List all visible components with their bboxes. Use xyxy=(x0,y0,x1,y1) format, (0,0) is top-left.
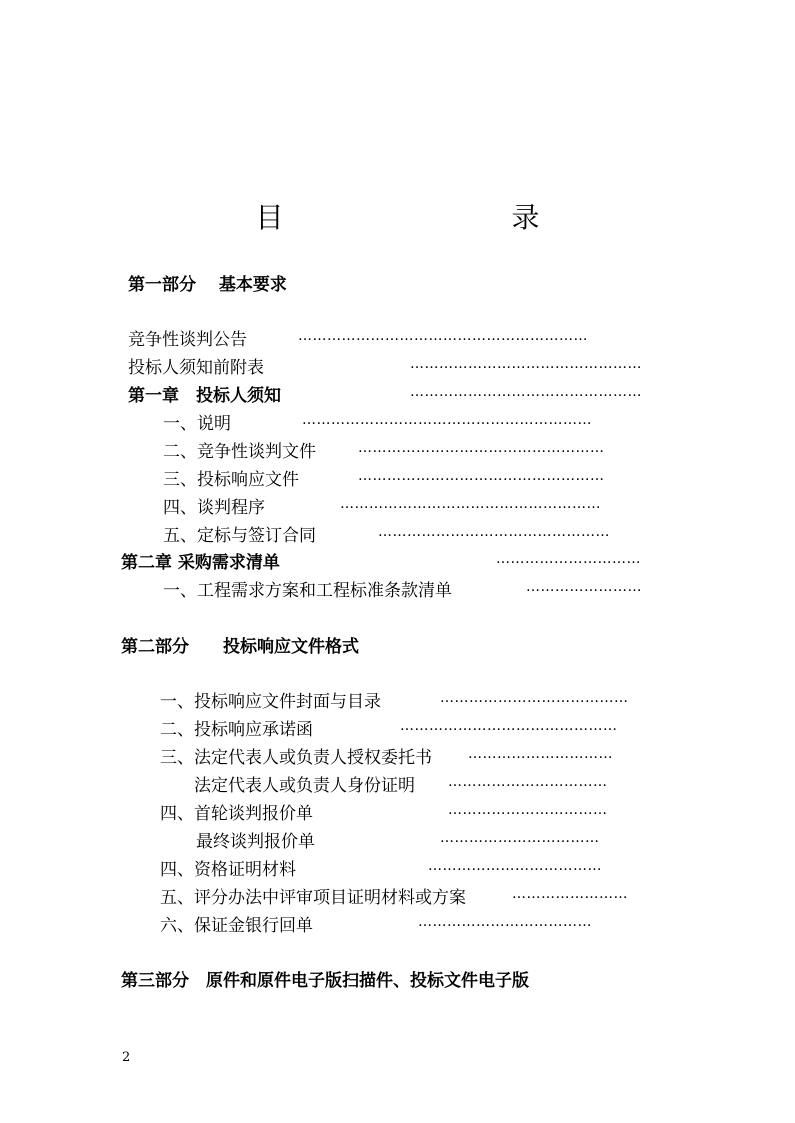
toc-entry: 一、投标响应文件封面与目录 xyxy=(160,692,381,712)
toc-leader: …………………………………………… xyxy=(358,440,605,456)
page-number: 2 xyxy=(122,1050,131,1065)
toc-entry: 三、投标响应文件 xyxy=(163,470,299,490)
toc-entry: 一、工程需求方案和工程标准条款清单 xyxy=(163,581,452,601)
toc-title: 目 录 xyxy=(255,201,640,234)
toc-leader: …………………………… xyxy=(448,802,608,818)
toc-leader: …………………… xyxy=(526,579,642,595)
toc-entry: 投标人须知前附表 xyxy=(128,358,264,378)
toc-leader: ………………………… xyxy=(468,746,613,762)
part1-heading: 第一部分 基本要求 xyxy=(128,275,287,295)
toc-entry: 第一章 投标人须知 xyxy=(128,386,281,406)
toc-entry: 四、资格证明材料 xyxy=(160,860,296,880)
part3-heading: 第三部分 原件和原件电子版扫描件、投标文件电子版 xyxy=(121,971,529,991)
toc-leader: …………………………………………………… xyxy=(302,412,592,428)
toc-entry: 六、保证金银行回单 xyxy=(160,916,313,936)
toc-leader: ……………………………………………… xyxy=(340,496,601,512)
toc-entry: 五、评分办法中评审项目证明材料或方案 xyxy=(160,888,466,908)
toc-leader: …………………… xyxy=(512,886,628,902)
toc-leader: …………………………… xyxy=(440,830,600,846)
toc-entry: 三、法定代表人或负责人授权委托书 xyxy=(160,748,432,768)
toc-leader: ……………………………… xyxy=(428,858,602,874)
part2-heading: 第二部分 投标响应文件格式 xyxy=(121,637,359,657)
toc-entry: 二、投标响应承诺函 xyxy=(160,720,313,740)
toc-entry: 一、说明 xyxy=(163,414,231,434)
toc-entry: 五、定标与签订合同 xyxy=(163,526,316,546)
toc-leader: ………………………………………… xyxy=(378,524,610,540)
toc-entry: 竞争性谈判公告 xyxy=(128,330,247,350)
toc-entry: 法定代表人或负责人身份证明 xyxy=(194,776,415,796)
toc-leader: ……………………………………… xyxy=(400,718,618,734)
toc-entry: 四、谈判程序 xyxy=(163,498,265,518)
toc-leader: …………………………… xyxy=(448,774,608,790)
toc-leader: …………………………………………… xyxy=(358,468,605,484)
toc-entry: 二、竞争性谈判文件 xyxy=(163,442,316,462)
toc-entry: 最终谈判报价单 xyxy=(196,832,315,852)
toc-leader: ………………………………………… xyxy=(410,356,642,372)
toc-entry: 第二章 采购需求清单 xyxy=(121,553,280,573)
toc-leader: …………………………………………………… xyxy=(298,328,588,344)
toc-entry: 四、首轮谈判报价单 xyxy=(160,804,313,824)
toc-leader: ………………………………… xyxy=(440,690,629,706)
toc-leader: ………………………………………… xyxy=(410,384,642,400)
toc-leader: ………………………… xyxy=(496,551,641,567)
toc-leader: ……………………………… xyxy=(418,914,592,930)
